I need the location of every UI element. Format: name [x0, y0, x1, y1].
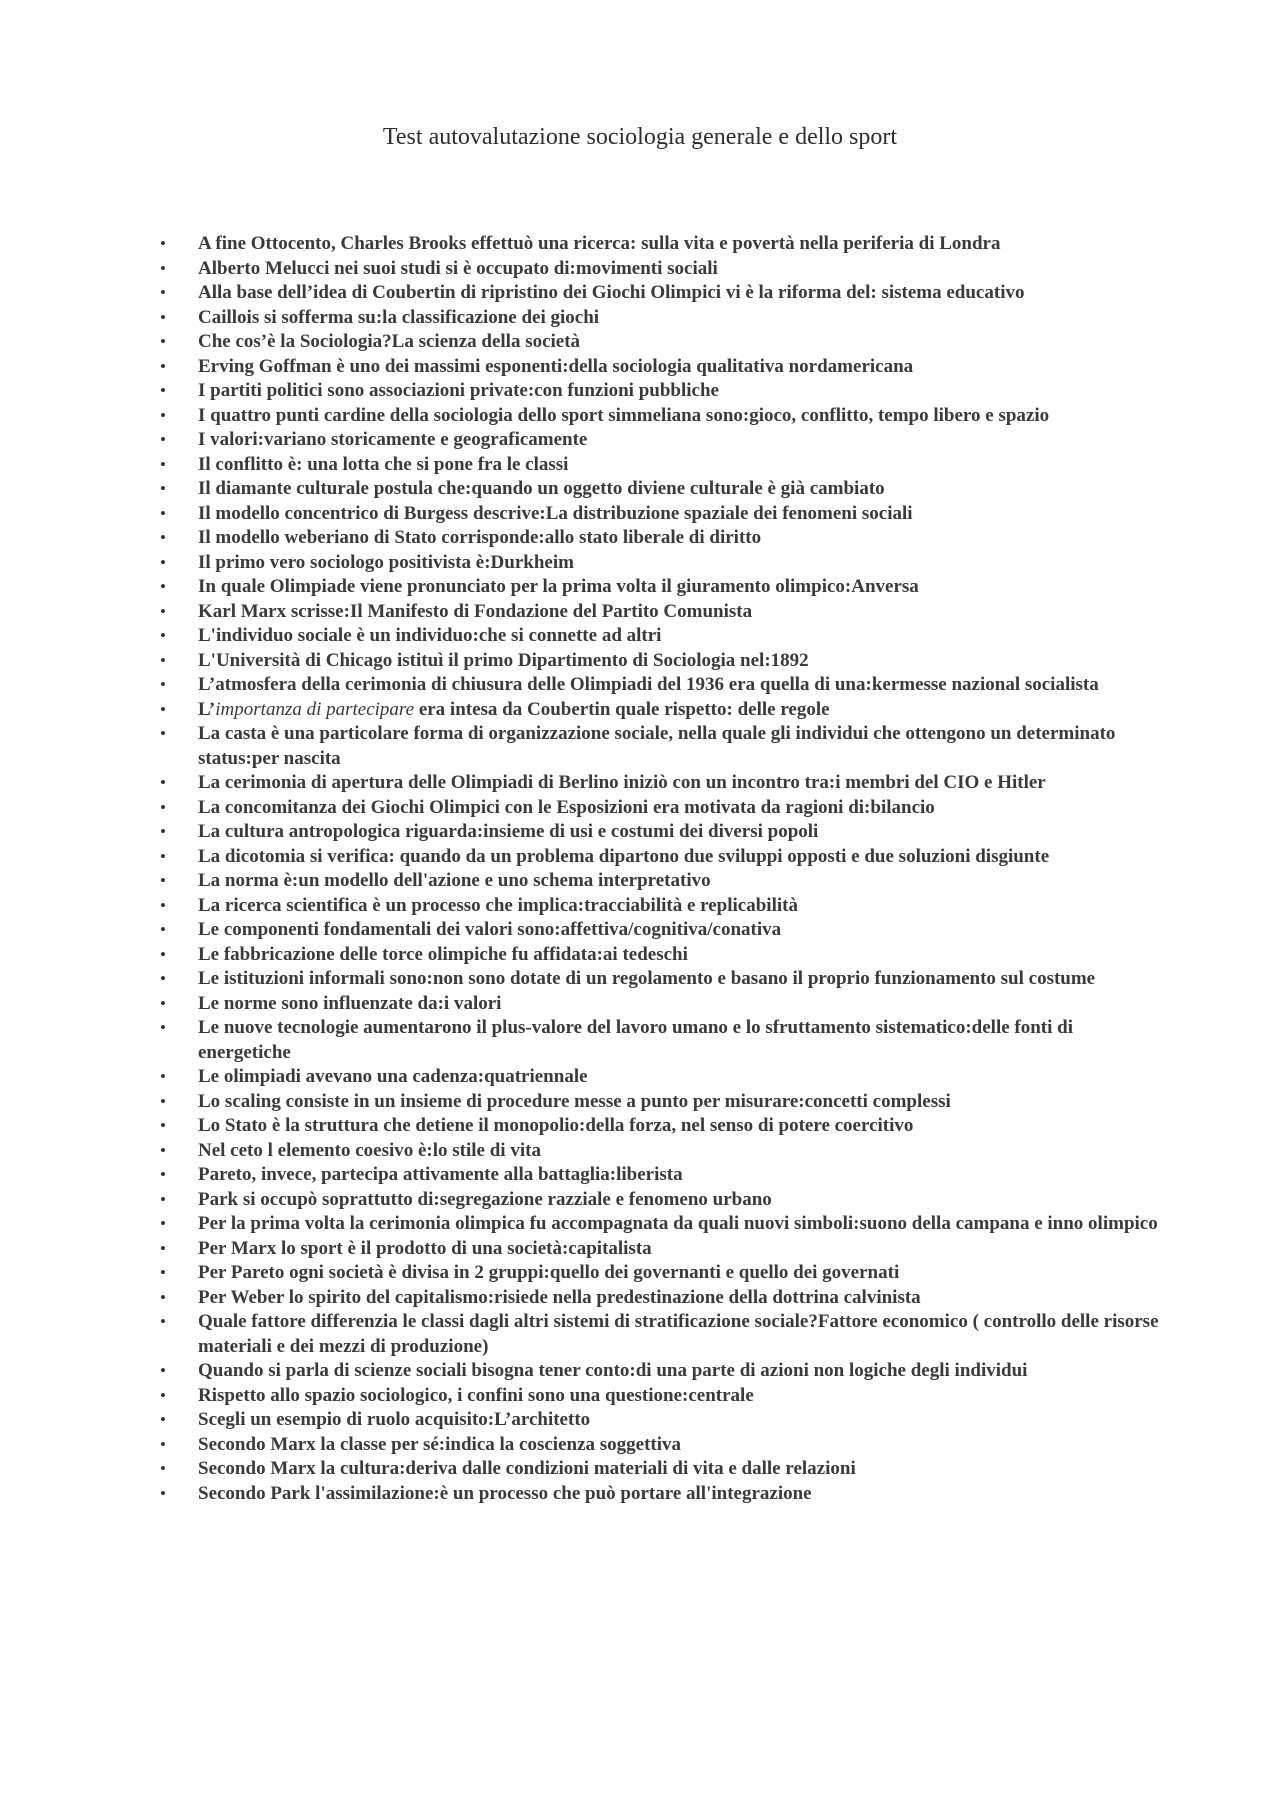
list-item: [0, 526, 1163, 551]
bullet-icon: •: [160, 773, 166, 792]
question-answer-text: Alberto Melucci nei suoi studi si è occupato di:movimenti sociali: [198, 257, 718, 279]
bullet-icon: •: [160, 283, 166, 302]
bullet-icon: •: [160, 944, 166, 964]
bullet-icon: •: [160, 650, 166, 670]
question-answer-text: Lo Stato è la struttura che detiene il monopolio:della forza, nel senso di potere coercitivo: [198, 1115, 914, 1136]
list-item: [0, 1261, 1163, 1286]
bullet-icon: •: [160, 1410, 166, 1429]
question-answer-text: Pareto, invece, partecipa attivamente alla battaglia:liberista: [198, 1164, 683, 1185]
bullet-icon: •: [160, 332, 166, 351]
list-item: [0, 1114, 1163, 1139]
question-answer-text: Rispetto allo spazio sociologico, i confini sono una questione:centrale: [198, 1384, 754, 1406]
bullet-icon: •: [160, 1312, 166, 1331]
list-item: [0, 453, 1163, 478]
bullet-icon: •: [160, 822, 166, 841]
bullet-icon: •: [160, 969, 166, 988]
text-prefix: L’: [198, 698, 216, 720]
bullet-icon: •: [160, 479, 166, 498]
list-item: [0, 477, 1163, 502]
question-answer-text: I valori:variano storicamente e geograficamente: [198, 429, 588, 450]
list-item: [0, 796, 1163, 821]
bullet-icon: •: [160, 1287, 166, 1307]
list-item: [0, 428, 1163, 453]
bullet-icon: •: [160, 1116, 166, 1135]
bullet-icon: •: [160, 1263, 166, 1282]
list-item: [0, 1139, 1163, 1164]
list-item: [0, 502, 1163, 527]
question-answer-text: Lo scaling consiste in un insieme di procedure messe a punto per misurare:concetti complessi: [198, 1090, 951, 1112]
list-item: [0, 894, 1163, 919]
list-item: [0, 722, 1163, 771]
list-item: [0, 1286, 1163, 1311]
list-item: [0, 551, 1163, 576]
list-item: [0, 845, 1163, 870]
bullet-icon: •: [160, 846, 166, 866]
list-item: [0, 355, 1163, 380]
bullet-icon: •: [160, 1483, 166, 1503]
question-answer-text: La casta è una particolare forma di organizzazione sociale, nella quale gli individui che ottengono un determinato status:per nascita: [198, 723, 1116, 769]
question-answer-text: Secondo Marx la classe per sé:indica la coscienza soggettiva: [198, 1433, 682, 1455]
list-item: [0, 1384, 1163, 1409]
bullet-icon: •: [160, 993, 166, 1013]
bullet-icon: •: [160, 724, 166, 743]
question-answer-text: A fine Ottocento, Charles Brooks effettuò una ricerca: sulla vita e povertà nella periferia di Londra: [198, 233, 1001, 254]
question-answer-text: L'individuo sociale è un individuo:che si connette ad altri: [198, 625, 662, 646]
list-item: [0, 869, 1163, 894]
bullet-icon: •: [160, 601, 166, 621]
bullet-icon: •: [160, 920, 166, 939]
bullet-icon: •: [160, 258, 166, 278]
list-item: [0, 771, 1163, 796]
bullet-icon: •: [160, 454, 166, 474]
question-answer-text: Le fabbricazione delle torce olimpiche fu affidata:ai tedeschi: [198, 943, 688, 965]
bullet-icon: •: [160, 797, 166, 817]
list-item: [0, 1090, 1163, 1115]
list-item: [0, 257, 1163, 282]
question-answer-text: Erving Goffman è uno dei massimi esponenti:della sociologia qualitativa nordamericana: [198, 355, 914, 377]
list-item: [0, 1457, 1163, 1482]
list-item: [0, 306, 1163, 331]
list-item: [0, 1433, 1163, 1458]
question-answer-text: Scegli un esempio di ruolo acquisito:L’architetto: [198, 1409, 591, 1430]
question-answer-text: I partiti politici sono associazioni private:con funzioni pubbliche: [198, 380, 719, 401]
list-item: [0, 1065, 1163, 1090]
question-answer-text: Il primo vero sociologo positivista è:Durkheim: [198, 551, 574, 573]
question-answer-text: Che cos’è la Sociologia?La scienza della società: [198, 331, 581, 352]
bullet-icon: •: [160, 675, 166, 694]
question-answer-text: I quattro punti cardine della sociologia dello sport simmeliana sono:gioco, conflitto, tempo libero e spazio: [198, 404, 1050, 426]
question-answer-list: [0, 232, 1280, 1506]
bullet-icon: •: [160, 430, 166, 449]
bullet-icon: •: [160, 626, 166, 645]
list-item: [0, 1408, 1163, 1433]
question-answer-text: Per la prima volta la cerimonia olimpica fu accompagnata da quali nuovi simboli:suono della campana e inno olimpico: [198, 1213, 1158, 1234]
question-answer-text: Caillois si sofferma su:la classificazione dei giochi: [198, 306, 600, 328]
list-item: [0, 600, 1163, 625]
question-answer-text: La concomitanza dei Giochi Olimpici con le Esposizioni era motivata da ragioni di:bilancio: [198, 796, 935, 818]
question-answer-text: Per Weber lo spirito del capitalismo:risiede nella predestinazione della dottrina calvinista: [198, 1286, 921, 1308]
list-item: [0, 992, 1163, 1017]
italic-phrase: importanza di partecipare: [215, 698, 415, 720]
question-answer-text: Il conflitto è: una lotta che si pone fra le classi: [198, 453, 569, 475]
bullet-icon: •: [160, 1214, 166, 1233]
question-answer-text: L'Università di Chicago istituì il primo Dipartimento di Sociologia nel:1892: [198, 649, 809, 671]
bullet-icon: •: [160, 381, 166, 400]
list-item: [0, 1310, 1163, 1359]
question-answer-text: L’atmosfera della cerimonia di chiusura delle Olimpiadi del 1936 era quella di una:kermesse nazional socialista: [198, 674, 1099, 695]
bullet-icon: •: [160, 405, 166, 425]
bullet-icon: •: [160, 503, 166, 523]
bullet-icon: •: [160, 552, 166, 572]
bullet-icon: •: [160, 1459, 166, 1478]
list-item: [0, 1237, 1163, 1262]
list-item: [0, 673, 1163, 698]
question-answer-text: Per Pareto ogni società è divisa in 2 gruppi:quello dei governanti e quello dei governati: [198, 1262, 900, 1283]
question-answer-text: La cultura antropologica riguarda:insieme di usi e costumi dei diversi popoli: [198, 821, 819, 842]
list-item: [0, 1359, 1163, 1384]
list-item: [0, 624, 1163, 649]
list-item: [0, 649, 1163, 674]
question-answer-text: Quando si parla di scienze sociali bisogna tener conto:di una parte di azioni non logiche degli individui: [198, 1360, 1028, 1381]
question-answer-text: [198, 699, 830, 720]
list-item: [0, 967, 1163, 992]
question-answer-text: Per Marx lo sport è il prodotto di una società:capitalista: [198, 1237, 652, 1259]
bullet-icon: •: [160, 307, 166, 327]
bullet-icon: •: [160, 528, 166, 547]
bullet-icon: •: [160, 1091, 166, 1111]
bullet-icon: •: [160, 356, 166, 376]
bullet-icon: •: [160, 1067, 166, 1086]
question-answer-text: Secondo Marx la cultura:deriva dalle condizioni materiali di vita e dalle relazioni: [198, 1458, 856, 1479]
question-answer-text: La norma è:un modello dell'azione e uno schema interpretativo: [198, 870, 711, 891]
list-item: [0, 575, 1163, 600]
question-answer-text: Secondo Park l'assimilazione:è un processo che può portare all'integrazione: [198, 1482, 812, 1504]
question-answer-text: La cerimonia di apertura delle Olimpiadi di Berlino iniziò con un incontro tra:i membri del CIO e Hitler: [198, 772, 1046, 793]
list-item: [0, 379, 1163, 404]
list-item: [0, 1482, 1163, 1507]
list-item: [0, 943, 1163, 968]
question-answer-text: Le istituzioni informali sono:non sono dotate di un regolamento e basano il proprio funzionamento sul costume: [198, 968, 1096, 989]
question-answer-text: Il modello concentrico di Burgess descrive:La distribuzione spaziale dei fenomeni sociali: [198, 502, 913, 524]
bullet-icon: •: [160, 577, 166, 596]
list-item: [0, 232, 1163, 257]
question-answer-text: In quale Olimpiade viene pronunciato per la prima volta il giuramento olimpico:Anversa: [198, 576, 919, 597]
bullet-icon: •: [160, 1140, 166, 1160]
bullet-icon: •: [160, 699, 166, 719]
list-item: [0, 1163, 1163, 1188]
question-answer-text: La dicotomia si verifica: quando da un problema dipartono due sviluppi opposti e due soluzioni disgiunte: [198, 845, 1050, 867]
question-answer-text: Nel ceto l elemento coesivo è:lo stile di vita: [198, 1139, 541, 1161]
list-item: [0, 698, 1163, 723]
list-item: [0, 918, 1163, 943]
question-answer-text: Alla base dell’idea di Coubertin di ripristino dei Giochi Olimpici vi è la riforma del: sistema educativo: [198, 282, 1025, 303]
list-item: [0, 330, 1163, 355]
question-answer-text: Le nuove tecnologie aumentarono il plus-valore del lavoro umano e lo sfruttamento sistematico:delle fonti di energetiche: [198, 1017, 1074, 1063]
text-suffix: era intesa da Coubertin quale rispetto: delle regole: [414, 698, 830, 720]
question-answer-text: Le componenti fondamentali dei valori sono:affettiva/cognitiva/conativa: [198, 919, 782, 940]
bullet-icon: •: [160, 1238, 166, 1258]
question-answer-text: Il diamante culturale postula che:quando un oggetto diviene culturale è già cambiato: [198, 478, 885, 499]
question-answer-text: Il modello weberiano di Stato corrisponde:allo stato liberale di diritto: [198, 527, 762, 548]
question-answer-text: Park si occupò soprattutto di:segregazione razziale e fenomeno urbano: [198, 1188, 772, 1210]
question-answer-text: Le olimpiadi avevano una cadenza:quatriennale: [198, 1066, 588, 1087]
document-title: Test autovalutazione sociologia generale e dello sport: [382, 124, 898, 150]
question-answer-text: Karl Marx scrisse:Il Manifesto di Fondazione del Partito Comunista: [198, 600, 753, 622]
list-item: [0, 1016, 1163, 1065]
bullet-icon: •: [160, 1165, 166, 1184]
list-item: [0, 1188, 1163, 1213]
bullet-icon: •: [160, 1018, 166, 1037]
list-item: [0, 820, 1163, 845]
question-answer-text: La ricerca scientifica è un processo che implica:tracciabilità e replicabilità: [198, 894, 798, 916]
bullet-icon: •: [160, 895, 166, 915]
bullet-icon: •: [160, 1189, 166, 1209]
list-item: [0, 281, 1163, 306]
question-answer-text: Quale fattore differenzia le classi dagli altri sistemi di stratificazione sociale?Fattore economico ( controllo delle risorse materiali e dei mezzi di produzione): [198, 1311, 1159, 1357]
bullet-icon: •: [160, 1361, 166, 1380]
question-answer-text: Le norme sono influenzate da:i valori: [198, 992, 502, 1014]
list-item: [0, 1212, 1163, 1237]
bullet-icon: •: [160, 1385, 166, 1405]
bullet-icon: •: [160, 1434, 166, 1454]
bullet-icon: •: [160, 234, 166, 253]
bullet-icon: •: [160, 871, 166, 890]
list-item: [0, 404, 1163, 429]
